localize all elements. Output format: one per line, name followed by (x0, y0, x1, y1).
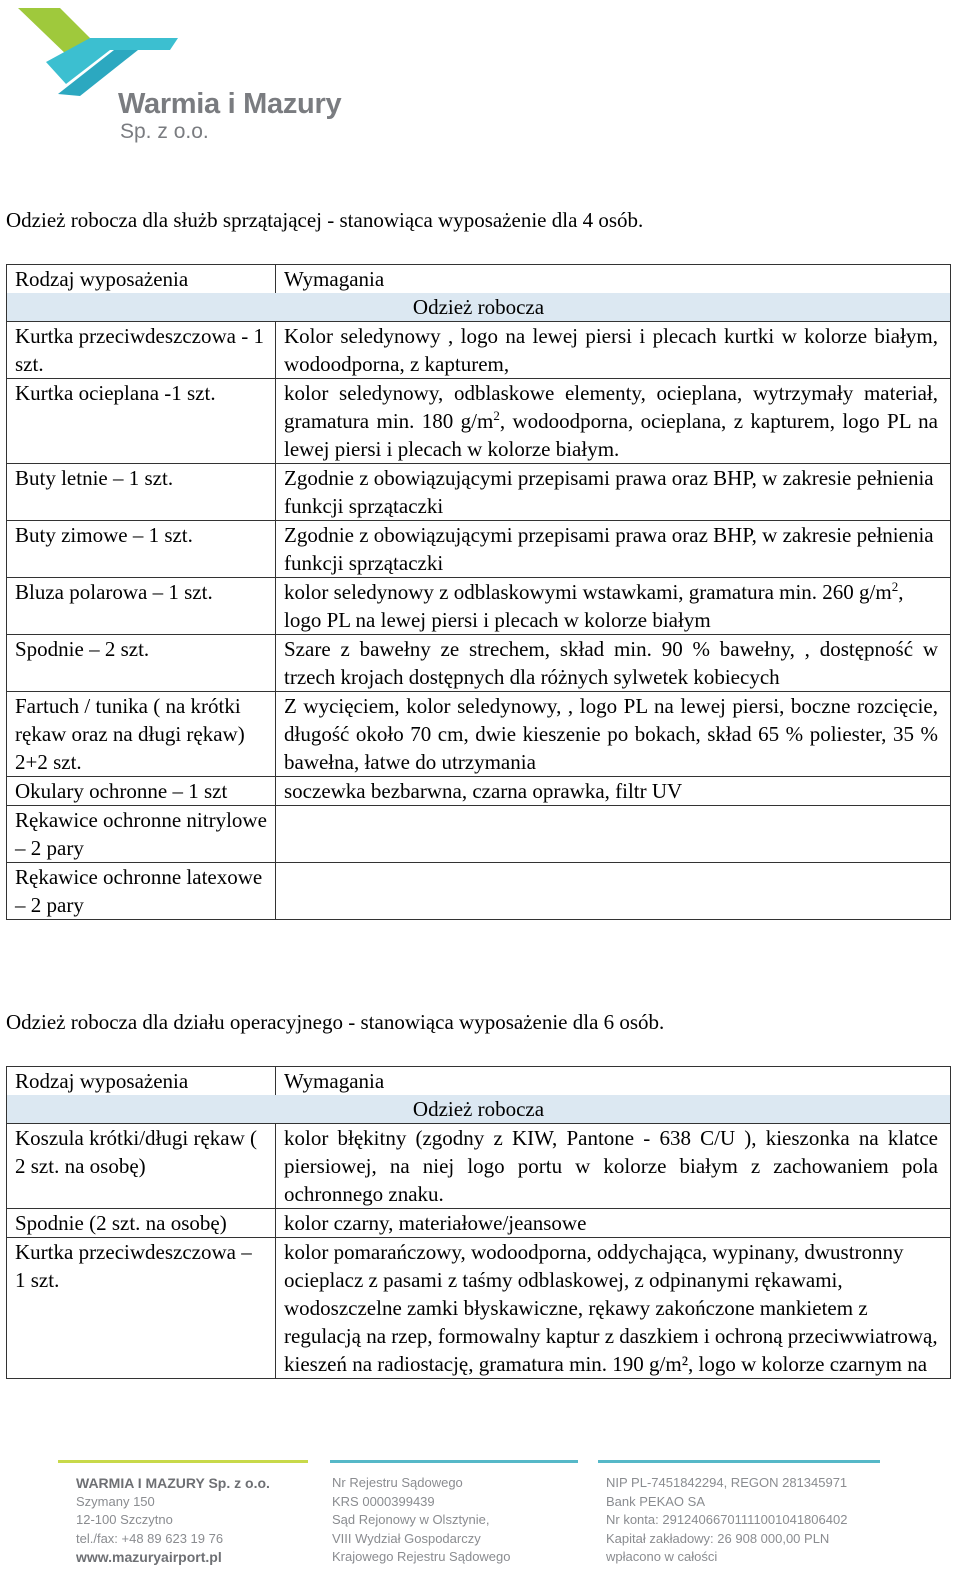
item-cell: Kurtka ocieplana -1 szt. (7, 379, 276, 464)
table-row (7, 521, 951, 578)
item-cell: Spodnie – 2 szt. (7, 635, 276, 692)
logo-subname: Sp. z o.o. (120, 120, 209, 143)
col-header-type: Rodzaj wyposażenia (7, 265, 276, 294)
table-row (7, 1124, 951, 1209)
footer-website-link[interactable]: www.mazuryairport.pl (76, 1549, 222, 1565)
table-row (7, 635, 951, 692)
table-row (7, 379, 951, 464)
item-cell: Spodnie (2 szt. na osobę) (7, 1209, 276, 1238)
table-row (7, 578, 951, 635)
table-row (7, 863, 951, 920)
item-cell: Kurtka przeciwdeszczowa - 1 szt. (7, 322, 276, 379)
page-footer (0, 1452, 960, 1584)
item-cell: Rękawice ochronne latexowe – 2 pary (7, 863, 276, 920)
item-cell: Fartuch / tunika ( na krótki rękaw oraz na długi rękaw) 2+2 szt. (7, 692, 276, 777)
section1-intro: Odzież robocza dla służb sprzątającej - stanowiąca wyposażenie dla 4 osób. (6, 208, 644, 232)
table-row (7, 1209, 951, 1238)
section-title-row (7, 1095, 951, 1124)
footer-bank-info: NIP PL-7451842294, REGON 281345971 Bank PEKAO SA Nr konta: 29124066701111001041806402 Kapitał zakładowy: 26 908 000,00 PLN wpłacono w całości (606, 1475, 848, 1564)
item-cell: Bluza polarowa – 1 szt. (7, 578, 276, 635)
requirement-cell: soczewka bezbarwna, czarna oprawka, filtr UV (276, 777, 951, 806)
item-cell: Buty zimowe – 1 szt. (7, 521, 276, 578)
footer-divider (58, 1460, 308, 1463)
requirement-cell: Szare z bawełny ze strechem, skład min. 90 % bawełny, , dostępność w trzech krojach dostępnych dla różnych sylwetek kobiecych (276, 635, 951, 692)
requirement-cell (276, 863, 951, 920)
requirement-cell: kolor seledynowy z odblaskowymi wstawkami, gramatura min. 260 $g/m^2$, logo PL na lewej piersi i plecach w kolorze białym (276, 578, 951, 635)
col-header-type: Rodzaj wyposażenia (7, 1067, 276, 1096)
item-cell: Buty letnie – 1 szt. (7, 464, 276, 521)
section2-intro: Odzież robocza dla działu operacyjnego - stanowiąca wyposażenie dla 6 osób. (6, 1010, 665, 1034)
footer-divider (330, 1460, 578, 1463)
footer-divider (598, 1460, 880, 1463)
requirement-cell: Z wycięciem, kolor seledynowy, , logo PL na lewej piersi, boczne rozcięcie, długość około 70 cm, dwie kieszenie po bokach, skład 65 % poliester, 35 % bawełna, łatwe do utrzymania (276, 692, 951, 777)
item-cell: Koszula krótki/długi rękaw ( 2 szt. na osobę) (7, 1124, 276, 1209)
item-cell: Rękawice ochronne nitrylowe – 2 pary (7, 806, 276, 863)
requirement-cell: kolor czarny, materiałowe/jeansowe (276, 1209, 951, 1238)
operations-equipment-table (6, 1066, 951, 1379)
table-row (7, 322, 951, 379)
section-title-row (7, 293, 951, 322)
item-cell: Kurtka przeciwdeszczowa – 1 szt. (7, 1238, 276, 1379)
section-title: Odzież robocza (7, 1095, 951, 1124)
col-header-requirements: Wymagania (276, 1067, 951, 1096)
footer-registry-info: Nr Rejestru Sądowego KRS 0000399439 Sąd Rejonowy w Olsztynie, VIII Wydział Gospodarczy Krajowego Rejestru Sądowego (332, 1475, 511, 1564)
table-header-row (7, 1067, 951, 1096)
table-row (7, 777, 951, 806)
requirement-cell: Zgodnie z obowiązującymi przepisami prawa oraz BHP, w zakresie pełnienia funkcji sprzątaczki (276, 521, 951, 578)
table-header-row (7, 265, 951, 294)
logo-name: Warmia i Mazury (118, 88, 342, 120)
requirement-cell: Kolor seledynowy , logo na lewej piersi i plecach kurtki w kolorze białym, wodoodporna, z kapturem, (276, 322, 951, 379)
table-row (7, 464, 951, 521)
requirement-cell: kolor seledynowy, odblaskowe elementy, ocieplana, wytrzymały materiał, gramatura min. 180 $g/m^2$, wodoodporna, ocieplana, z kapturem, logo PL na lewej piersi i plecach w kolorze białym. (276, 379, 951, 464)
table-row (7, 806, 951, 863)
cleaning-equipment-table (6, 264, 951, 920)
requirement-cell: Zgodnie z obowiązującymi przepisami prawa oraz BHP, w zakresie pełnienia funkcji sprzątaczki (276, 464, 951, 521)
footer-company-info: WARMIA I MAZURY Sp. z o.o. Szymany 150 12-100 Szczytno tel./fax: +48 89 623 19 76 www.mazuryairport.pl (76, 1475, 270, 1565)
requirement-cell: kolor błękitny (zgodny z KIW, Pantone - 638 C/U ), kieszonka na klatce piersiowej, na niej logo portu w kolorze białym z zachowaniem pola ochronnego znaku. (276, 1124, 951, 1209)
col-header-requirements: Wymagania (276, 265, 951, 294)
requirement-cell (276, 806, 951, 863)
table-row (7, 1238, 951, 1379)
requirement-cell: kolor pomarańczowy, wodoodporna, oddychająca, wypinany, dwustronny ocieplacz z pasami z taśmy odblaskowej, z odpinanymi rękawami, wodoszczelne zamki błyskawiczne, rękawy zakończone mankietem z regulacją na rzep, formowalny kaptur z daszkiem i ochroną przeciwwiatrową, kieszeń na radiostację, gramatura min. 190 g/m², logo w kolorze czarnym na (276, 1238, 951, 1379)
item-cell: Okulary ochronne – 1 szt (7, 777, 276, 806)
section-title: Odzież robocza (7, 293, 951, 322)
table-row (7, 692, 951, 777)
